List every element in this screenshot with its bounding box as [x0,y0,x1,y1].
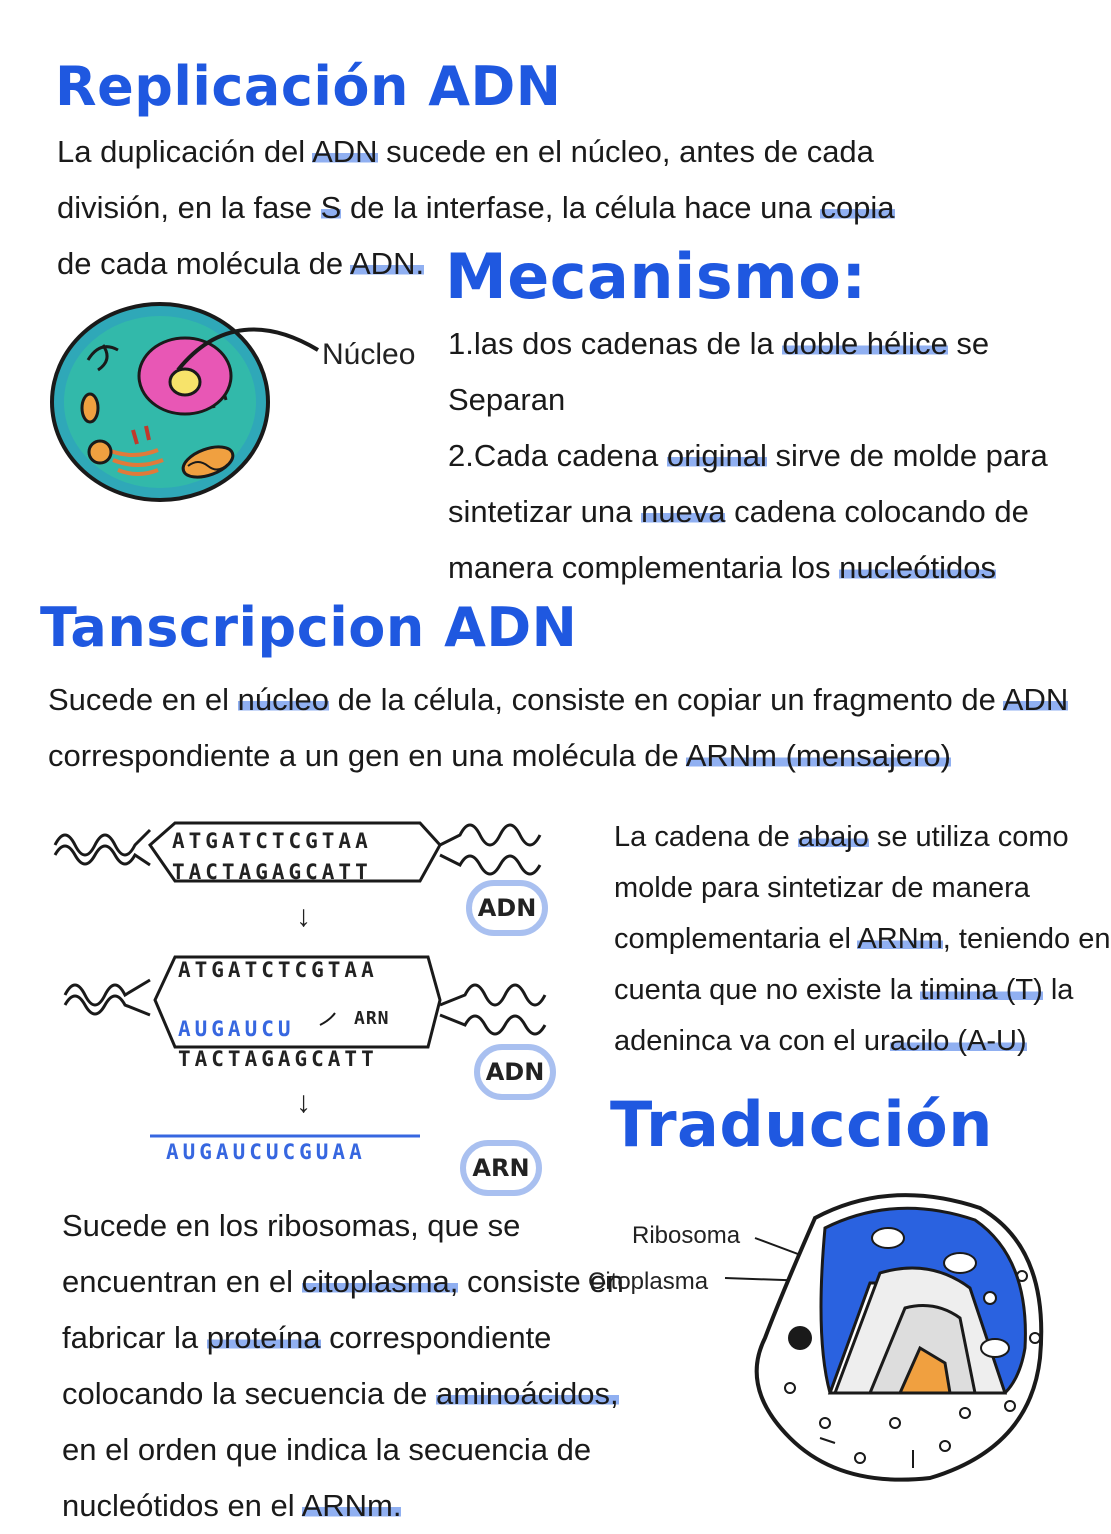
dna-bottom-strand-1: TACTAGAGCATT [172,860,372,884]
text-segment: división, en la fase [57,190,321,225]
highlighted-term: aminoácidos, [435,1376,619,1411]
text-line [448,428,1048,484]
bubble-adn-1: ADN [466,880,548,936]
text-segment: molde para sintetizar de manera [614,872,1030,904]
text-line [57,124,895,180]
cell-cross-section-illustration [720,1188,1060,1488]
arrow-down-1: ↓ [296,900,311,933]
mecanismo-title: Mecanismo: [445,240,867,313]
text-line [62,1478,624,1534]
highlighted-term: citoplasma, [301,1264,459,1299]
text-segment: La duplicación del [57,134,313,169]
bubble-adn-2: ADN [474,1044,556,1100]
highlighted-term: acilo (A-U) [889,1025,1027,1057]
citoplasma-label: Citoplasma [588,1268,709,1295]
text-segment: consiste en [458,1264,624,1299]
highlighted-term: copia [820,190,895,225]
highlighted-term: ADN. [350,246,425,281]
bubble-arn: ARN [460,1140,542,1196]
text-segment: , teniendo en [942,923,1111,955]
highlighted-term: timina (T) [920,974,1043,1006]
text-segment: sucede en el núcleo, antes de cada [377,134,874,169]
text-line [57,180,895,236]
highlighted-term: ADN [1002,682,1069,717]
highlighted-term: ADN [312,134,378,169]
text-line [62,1254,624,1310]
text-segment: sintetizar una [448,494,641,529]
traduccion-title: Traducción [610,1088,993,1161]
text-line [62,1198,624,1254]
text-segment: de la célula, consiste en copiar un fragmento de [328,682,1003,717]
text-segment: de cada molécula de [57,246,350,281]
highlighted-term: doble hélice [782,326,948,361]
text-segment: correspondiente a un gen en una molécula de [48,738,686,773]
text-line [614,914,1111,965]
text-segment: correspondiente [320,1320,552,1355]
text-segment: nucleótidos en el [62,1488,302,1523]
text-segment: Sucede en los ribosomas, que se [62,1208,521,1243]
dna-bottom-strand-2: TACTAGAGCATT [178,1047,378,1071]
highlighted-term: núcleo [237,682,329,717]
text-segment: de la interfase, la célula hace una [341,190,821,225]
text-line [48,728,1068,784]
text-line [614,863,1111,914]
text-line [62,1422,624,1478]
text-segment: adeninca va con el ur [614,1025,890,1057]
highlighted-term: ARNm. [301,1488,402,1523]
highlighted-term: S [320,190,342,225]
highlighted-term: ARNm (mensajero) [685,738,951,773]
text-line [614,965,1111,1016]
rna-final-strand: AUGAUCUCGUAA [166,1140,366,1164]
text-segment: 2.Cada cadena [448,438,667,473]
transcripcion-side-text [614,812,1111,1067]
text-line [62,1310,624,1366]
text-segment: la [1042,974,1074,1006]
text-segment: colocando la secuencia de [62,1376,436,1411]
text-segment: en el orden que indica la secuencia de [62,1432,592,1467]
text-line [614,812,1111,863]
transcripcion-title: Tanscripcion ADN [40,596,578,659]
text-segment: se [947,326,990,361]
text-segment: Sucede en el [48,682,238,717]
text-line [448,484,1048,540]
traduccion-paragraph [62,1198,624,1534]
text-segment: encuentran en el [62,1264,302,1299]
arrow-down-2: ↓ [296,1086,311,1119]
text-segment: complementaria el [614,923,858,955]
text-segment: se utiliza como [868,821,1069,853]
text-line [614,1016,1111,1067]
text-segment: sirve de molde para [766,438,1048,473]
ribosoma-label: Ribosoma [632,1222,741,1249]
text-segment: cadena colocando de [725,494,1029,529]
rna-label: ARN [354,1008,390,1029]
dna-top-strand-1: ATGATCTCGTAA [172,829,372,853]
highlighted-term: ARNm [857,923,943,955]
text-segment: manera complementaria los [448,550,840,585]
text-segment: La cadena de [614,821,798,853]
highlighted-term: abajo [797,821,869,853]
animal-cell-illustration [48,300,288,520]
text-line [448,372,1048,428]
text-segment: Separan [448,382,566,417]
mecanismo-steps [448,316,1048,596]
text-line [62,1366,624,1422]
text-segment: 1.las dos cadenas de la [448,326,783,361]
dna-top-strand-2: ATGATCTCGTAA [178,958,378,982]
text-segment: cuenta que no existe la [614,974,921,1006]
highlighted-term: original [666,438,767,473]
transcripcion-paragraph [48,672,1068,784]
highlighted-term: proteína [206,1320,321,1355]
text-line [448,540,1048,596]
text-segment: fabricar la [62,1320,207,1355]
highlighted-term: nueva [641,494,726,529]
text-line [48,672,1068,728]
rna-partial-strand: AUGAUCU [178,1017,295,1041]
replicacion-title: Replicación ADN [55,55,562,118]
highlighted-term: nucleótidos [839,550,996,585]
text-line [448,316,1048,372]
nucleo-label: Núcleo [322,338,416,371]
